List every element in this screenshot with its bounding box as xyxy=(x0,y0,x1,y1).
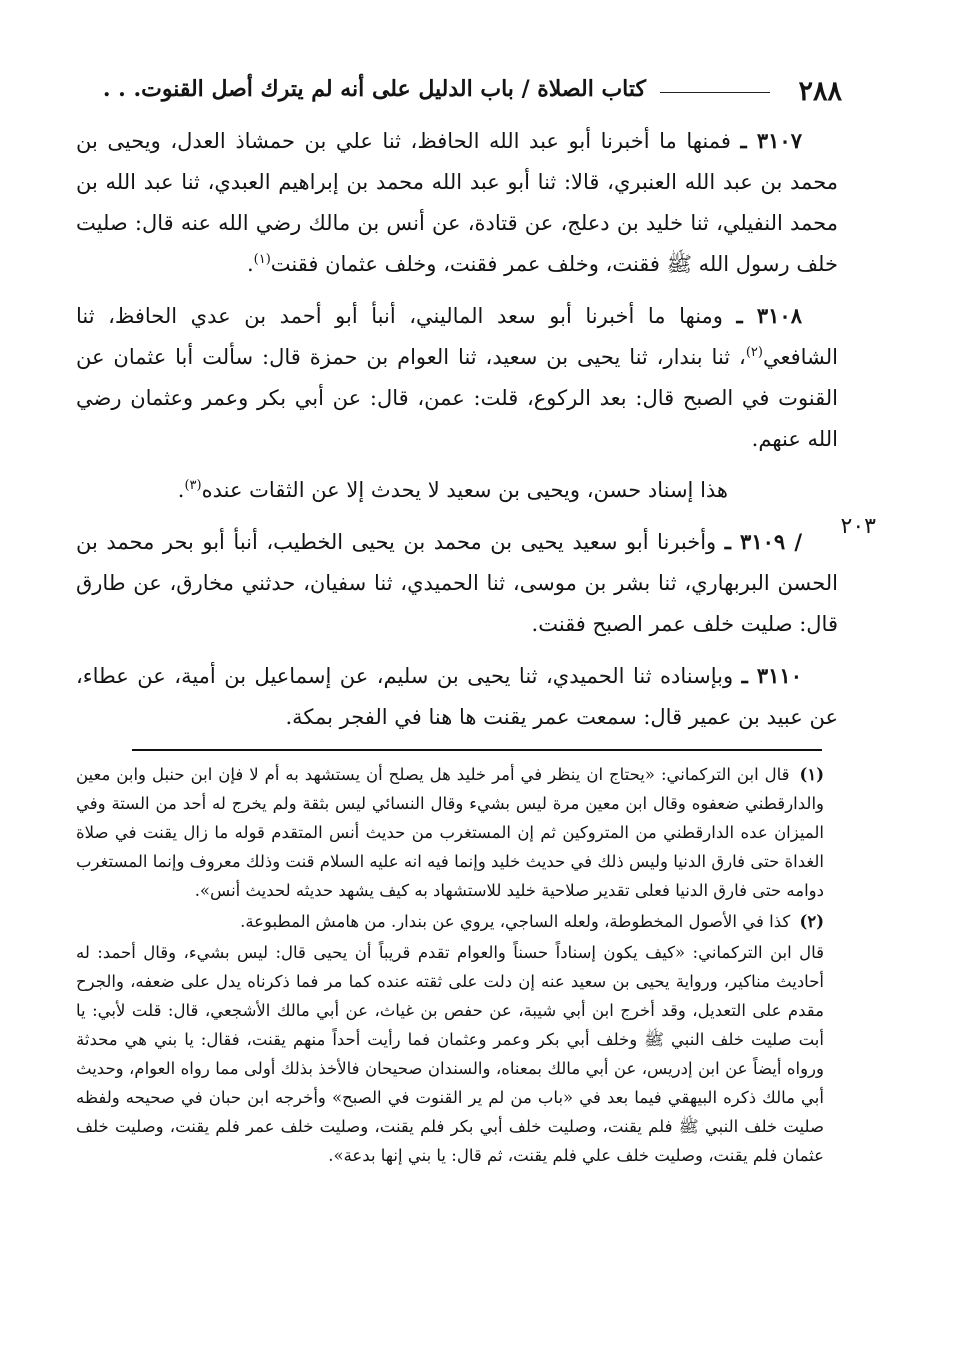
footnote-mark: (١) xyxy=(799,765,824,784)
footnote-2-continued xyxy=(76,938,824,1170)
footnote-ref: (١) xyxy=(253,252,271,267)
hadith-3107 xyxy=(76,120,838,285)
footnote-ref: (٣) xyxy=(184,478,202,493)
footnote-2 xyxy=(76,907,824,936)
hadith-number: / ٣١٠٩ ـ xyxy=(724,529,803,554)
hadith-text: وبإسناده ثنا الحميدي، ثنا يحيى بن سليم، عن إسماعيل بن أمية، عن عطاء، عن عبيد بن عمير قال: سمعت عمر يقنت ها هنا في الفجر بمكة. xyxy=(76,664,838,729)
footnote-mark: (٢) xyxy=(799,912,824,931)
hadith-3109 xyxy=(76,521,838,645)
main-text xyxy=(76,120,838,748)
author-note xyxy=(76,470,838,511)
note-tail: . xyxy=(177,478,185,502)
running-title: كتاب الصلاة / باب الدليل على أنه لم يترك أصل القنوت. . . xyxy=(102,76,646,102)
hadith-text: وأخبرنا أبو سعيد يحيى بن محمد بن يحيى الخطيب، أنبأ أبو بحر محمد بن الحسن البربهاري، ثنا بشر بن موسى، ثنا الحميدي، ثنا سفيان، حدثني مخارق، عن طارق قال: صليت خلف عمر الصبح فقنت. xyxy=(76,530,838,636)
running-header xyxy=(80,68,842,108)
hadith-text: ومنها ما أخبرنا أبو سعد الماليني، أنبأ أبو أحمد بن عدي الحافظ، ثنا الشافعي xyxy=(76,304,838,369)
hadith-3110 xyxy=(76,655,838,738)
hadith-number: ٣١٠٨ ـ xyxy=(736,303,802,328)
page-number: ٢٨٨ xyxy=(798,76,842,107)
footnote-1 xyxy=(76,760,824,905)
footnote-text: قال ابن التركماني: «كيف يكون إسناداً حسناً والعوام تقدم قريباً أن يحيى قال: ليس بشيء، وقال أحمد: له أحاديث مناكير، ورواية يحيى بن سعيد عنه إن دلت على ثقته عنده كما مر فما ذكرناه يدل على ضعفه، والجرح مقدم على التعديل، وقد أخرج ابن أبي شيبة، عن حفص بن غياث، عن أبي مالك الأشجعي، قال: قلت لأبي: يا أبت صليت خلف النبي ﷺ وخلف أبي بكر وعمر وعثمان فما رأيت أحداً منهم يقنت، فقال: يا بني هي محدثة ورواه أيضاً عن ابن إدريس، عن أبي مالك بمعناه، والسندان صحيحان فالأخذ بذلك أولى مما رواه العوام، وحديث أبي مالك ذكره البيهقي فيما بعد في «باب من لم ير القنوت في الصبح» وأخرجه ابن حبان في صحيحه ولفظه صليت خلف النبي ﷺ فلم يقنت، وصليت خلف أبي بكر فلم يقنت، وصليت خلف عمر فلم يقنت، وصليت خلف عثمان فلم يقنت، وصليت خلف علي فلم يقنت، ثم قال: يا بني إنها بدعة». xyxy=(76,943,824,1165)
hadith-3108 xyxy=(76,295,838,460)
footnote-text: كذا في الأصول المخطوطة، ولعله الساجي، يروي عن بندار. من هامش المطبوعة. xyxy=(240,912,791,931)
header-rule xyxy=(660,92,770,93)
footnote-separator xyxy=(132,749,822,751)
hadith-text: فمنها ما أخبرنا أبو عبد الله الحافظ، ثنا علي بن حمشاذ العدل، ويحيى بن محمد بن عبد الله العنبري، قالا: ثنا أبو عبد الله محمد بن إبراهيم العبدي، ثنا عبد الله بن محمد النفيلي، ثنا خليد بن دعلج، عن قتادة، عن أنس بن مالك رضي الله عنه قال: صليت خلف رسول الله ﷺ فقنت، وخلف عمر فقنت، وخلف عثمان فقنت xyxy=(76,129,838,276)
hadith-tail: ، ثنا بندار، ثنا يحيى بن سعيد، ثنا العوام بن حمزة قال: سألت أبا عثمان عن القنوت في الصبح قال: بعد الركوع، قلت: عمن، قال: عن أبي بكر وعمر وعثمان رضي الله عنهم. xyxy=(76,345,838,451)
footnote-ref: (٢) xyxy=(745,345,763,360)
hadith-number: ٣١١٠ ـ xyxy=(741,663,802,688)
note-text: هذا إسناد حسن، ويحيى بن سعيد لا يحدث إلا عن الثقات عنده xyxy=(201,478,728,502)
margin-page-number: ٢٠٣ xyxy=(840,514,876,539)
hadith-number: ٣١٠٧ ـ xyxy=(740,128,802,153)
footnote-text: قال ابن التركماني: «يحتاج ان ينظر في أمر خليد هل يصلح أن يستشهد به أم لا فإن ابن حنبل وابن معين والدارقطني ضعفوه وقال ابن معين مرة ليس بشيء وقال النسائي ليس بثقة ولم يخرج له أحد من الستة وفي الميزان عده الدارقطني من المتروكين ثم إن المستغرب من حديث أنس المتقدم قوله ما زال يقنت في صلاة الغداة حتى فارق الدنيا وليس ذلك في حديث خليد وإنما فيه انه عليه السلام قنت وذلك معروف وإنما المستغرب دوامه حتى فارق الدنيا فعلى تقدير صلاحية خليد للاستشهاد به كيف يشهد حديثه لحديث أنس». xyxy=(76,765,824,900)
hadith-tail: . xyxy=(246,252,254,276)
footnotes xyxy=(76,760,824,1172)
